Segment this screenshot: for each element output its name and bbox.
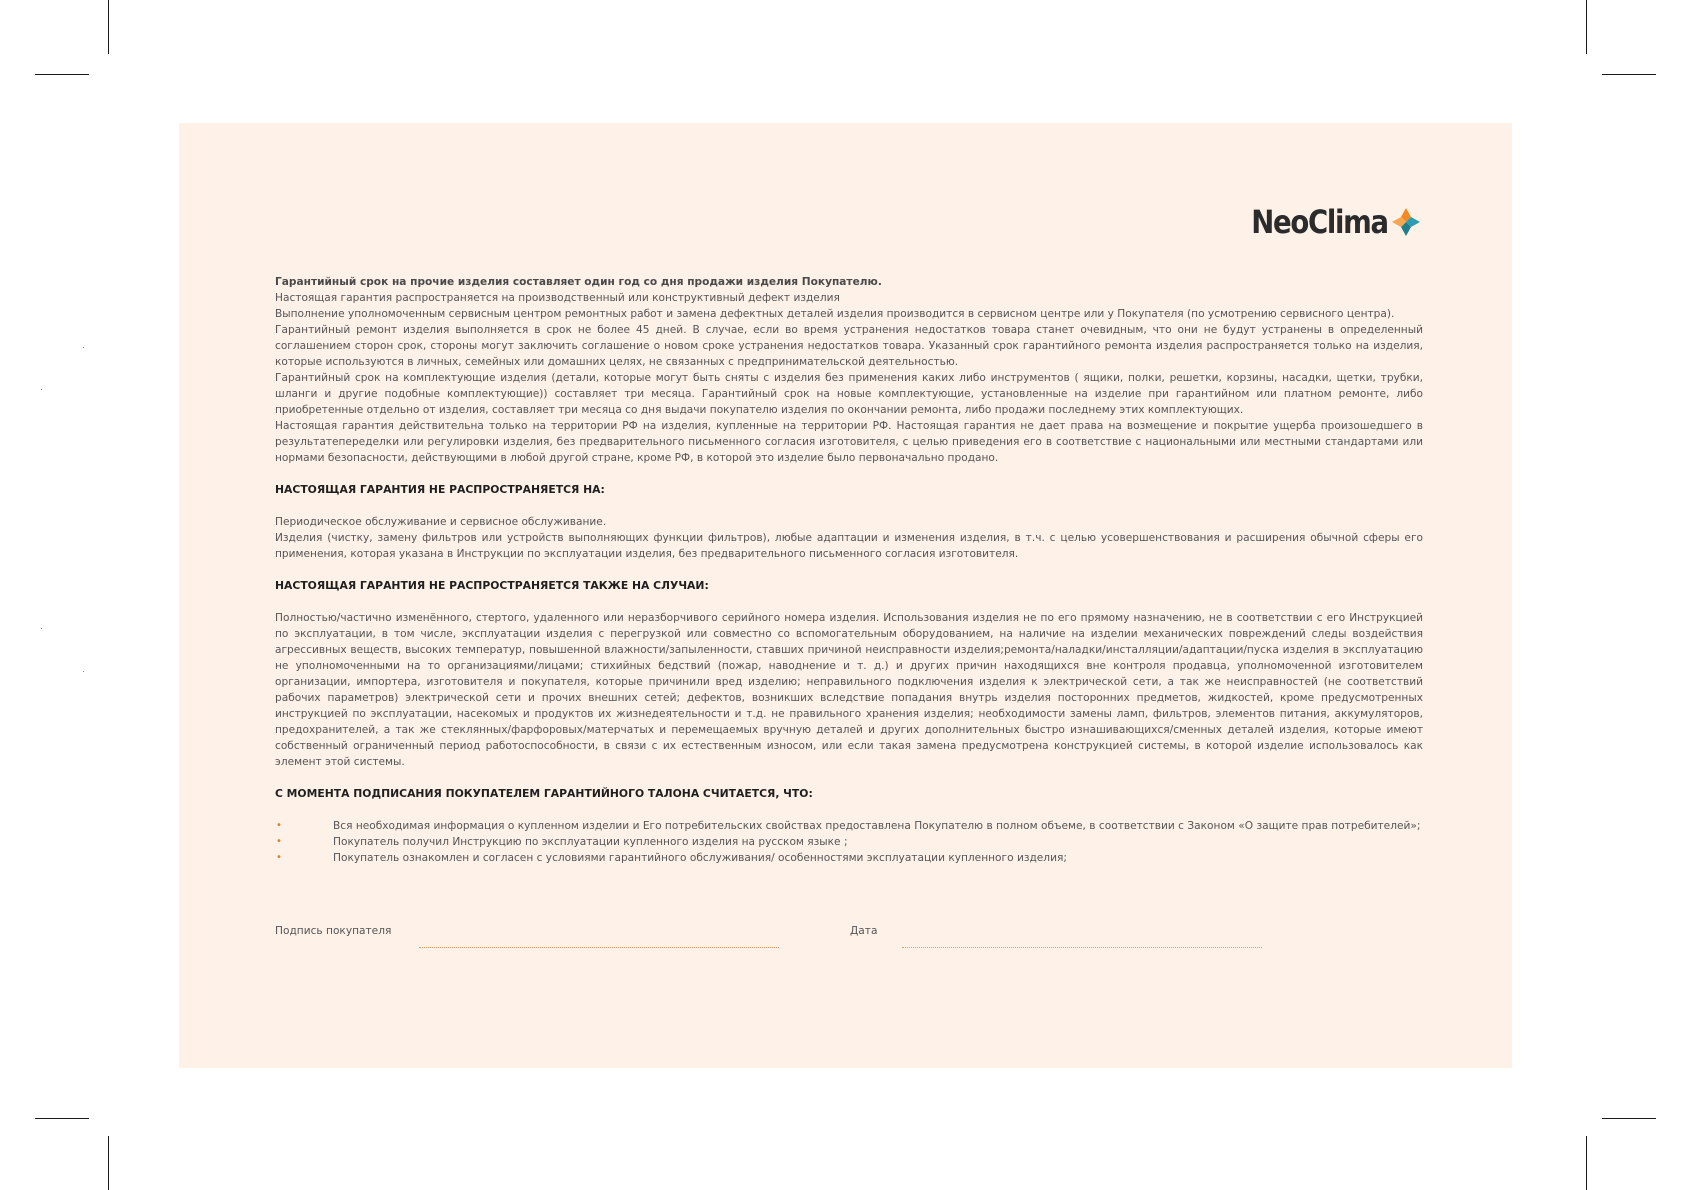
warranty-paragraph: Гарантийный срок на комплектующие изделия (детали, которые могут быть сняты с изделия без применения каких либо инструментов ( ящики, полки, решетки, корзины, насадки, щетки, трубки, шланги и другие подобные комплектующие)) составляет три месяца. Гарантийный срок на новые комплектующие, установленные на изделие при гарантийном или платном ремонте, либо приобретенные отдельно от изделия, составляет три месяца со дня выдачи покупателю изделия по окончании ремонта, либо продажи последнему этих комплектующих. bbox=[275, 372, 1423, 416]
date-label: Дата bbox=[850, 925, 878, 937]
warranty-paragraph: Выполнение уполномоченным сервисным центром ремонтных работ и замена дефектных деталей изделия производится в сервисном центре или у Покупателя (по усмотрению сервисного центра). bbox=[275, 308, 1395, 320]
print-mark bbox=[83, 347, 84, 348]
four-point-star-logo-icon bbox=[1390, 206, 1422, 238]
crop-mark bbox=[1586, 0, 1587, 54]
list-item bbox=[275, 834, 1423, 850]
crop-mark bbox=[35, 1118, 89, 1119]
acceptance-list bbox=[275, 818, 1423, 866]
list-item bbox=[275, 818, 1423, 834]
list-item-text: Покупатель получил Инструкцию по эксплуатации купленного изделия на русском языке ; bbox=[333, 836, 848, 848]
list-item bbox=[275, 850, 1423, 866]
print-mark bbox=[41, 389, 42, 390]
crop-mark bbox=[35, 74, 89, 75]
not-covered-cases-paragraph: Полностью/частично изменённого, стертого, удаленного или неразборчивого серийного номера изделия. Использования изделия не по его прямому назначению, не в соответствии с его Инструкцией по эксплуатации, в том числе, эксплуатации изделия с перегрузкой или совместно со вспомогательным оборудованием, на наличие на изделии механических повреждений следы воздействия агрессивных веществ, высоких температур, повышенной влажности/запыленности, ставших причиной неисправности изделия;ремонта/наладки/инсталляции/адаптации/пуска изделия в эксплуатацию не уполномоченными на то организациями/лицами; стихийных бедствий (пожар, наводнение и т. д.) и других причин находящихся вне контроля продавца, уполномоченной изготовителем организации, импортера, изготовителя и покупателя, которые причинили вред изделию; неправильного подключения изделия к электрической сети, а так же неисправностей (не соответствий рабочих параметров) электрической сети и прочих внешних сетей; дефектов, возникших вследствие попадания внутрь изделия посторонних предметов, жидкостей, кроме предусмотренных инструкцией по эксплуатации, насекомых и продуктов их жизнедеятельности и т.д. не правильного хранения изделия; необходимости замены ламп, фильтров, элементов питания, аккумуляторов, предохранителей, а так же стеклянных/фарфоровых/матерчатых и перемещаемых вручную деталей и других дополнительных быстро изнашивающихся/сменных деталей изделия, которые имеют собственный ограниченный период работоспособности, в связи с их естественным износом, или если такая замена предусмотрена конструкцией системы, в которой изделие использовалось как элемент этой системы. bbox=[275, 612, 1423, 768]
date-field[interactable] bbox=[902, 947, 1262, 948]
signature-row bbox=[275, 925, 1425, 955]
crop-mark bbox=[1586, 1136, 1587, 1190]
bullet-icon: • bbox=[276, 836, 282, 847]
print-mark bbox=[83, 671, 84, 672]
section-heading-acceptance: С МОМЕНТА ПОДПИСАНИЯ ПОКУПАТЕЛЕМ ГАРАНТИЙНОГО ТАЛОНА СЧИТАЕТСЯ, ЧТО: bbox=[275, 787, 813, 800]
buyer-signature-label: Подпись покупателя bbox=[275, 925, 392, 937]
not-covered-paragraph: Изделия (чистку, замену фильтров или устройств выполняющих функции фильтров), любые адаптации и изменения изделия, в т.ч. с целью усовершенствования и расширения обычной сферы его применения, которая указана в Инструкции по эксплуатации изделия, без предварительного письменного согласия изготовителя. bbox=[275, 532, 1423, 560]
crop-mark bbox=[108, 0, 109, 54]
warranty-sheet bbox=[179, 123, 1512, 1068]
bullet-icon: • bbox=[276, 820, 282, 831]
warranty-lead: Гарантийный срок на прочие изделия составляет один год со дня продажи изделия Покупателю. bbox=[275, 276, 882, 288]
crop-mark bbox=[1602, 74, 1656, 75]
crop-mark bbox=[1602, 1118, 1656, 1119]
warranty-paragraph: Настоящая гарантия распространяется на производственный или конструктивный дефект изделия bbox=[275, 292, 840, 304]
crop-mark bbox=[108, 1136, 109, 1190]
buyer-signature-field[interactable] bbox=[419, 947, 779, 948]
logo-wordmark: NeoClima bbox=[1251, 203, 1388, 241]
print-mark bbox=[41, 628, 42, 629]
warranty-text bbox=[275, 274, 1423, 866]
section-heading-not-covered-cases: НАСТОЯЩАЯ ГАРАНТИЯ НЕ РАСПРОСТРАНЯЕТСЯ ТАКЖЕ НА СЛУЧАИ: bbox=[275, 579, 709, 592]
section-heading-not-covered: НАСТОЯЩАЯ ГАРАНТИЯ НЕ РАСПРОСТРАНЯЕТСЯ НА: bbox=[275, 483, 605, 496]
neoclima-logo bbox=[1229, 203, 1422, 241]
list-item-text: Покупатель ознакомлен и согласен с условиями гарантийного обслуживания/ особенностями эксплуатации купленного изделия; bbox=[333, 852, 1067, 864]
bullet-icon: • bbox=[276, 852, 282, 863]
not-covered-paragraph: Периодическое обслуживание и сервисное обслуживание. bbox=[275, 516, 607, 528]
warranty-paragraph: Гарантийный ремонт изделия выполняется в срок не более 45 дней. В случае, если во время устранения недостатков товара станет очевидным, что они не будут устранены в определенный соглашением сторон срок, стороны могут заключить соглашение о новом сроке устранения недостатков товара. Указанный срок гарантийного ремонта изделия распространяется только на изделия, которые используются в личных, семейных или домашних целях, не связанных с предпринимательской деятельностью. bbox=[275, 324, 1423, 368]
list-item-text: Вся необходимая информация о купленном изделии и Его потребительских свойствах предоставлена Покупателю в полном объеме, в соответствии с Законом «О защите прав потребителей»; bbox=[333, 820, 1421, 832]
warranty-paragraph: Настоящая гарантия действительна только на территории РФ на изделия, купленные на территории РФ. Настоящая гарантия не дает права на возмещение и покрытие ущерба произошедшего в результатепеределки или регулировки изделия, без предварительного письменного согласия изготовителя, с целью приведения его в соответствие с национальными или местными стандартами или нормами безопасности, действующими в любой другой стране, кроме РФ, в которой это изделие было первоначально продано. bbox=[275, 420, 1423, 464]
